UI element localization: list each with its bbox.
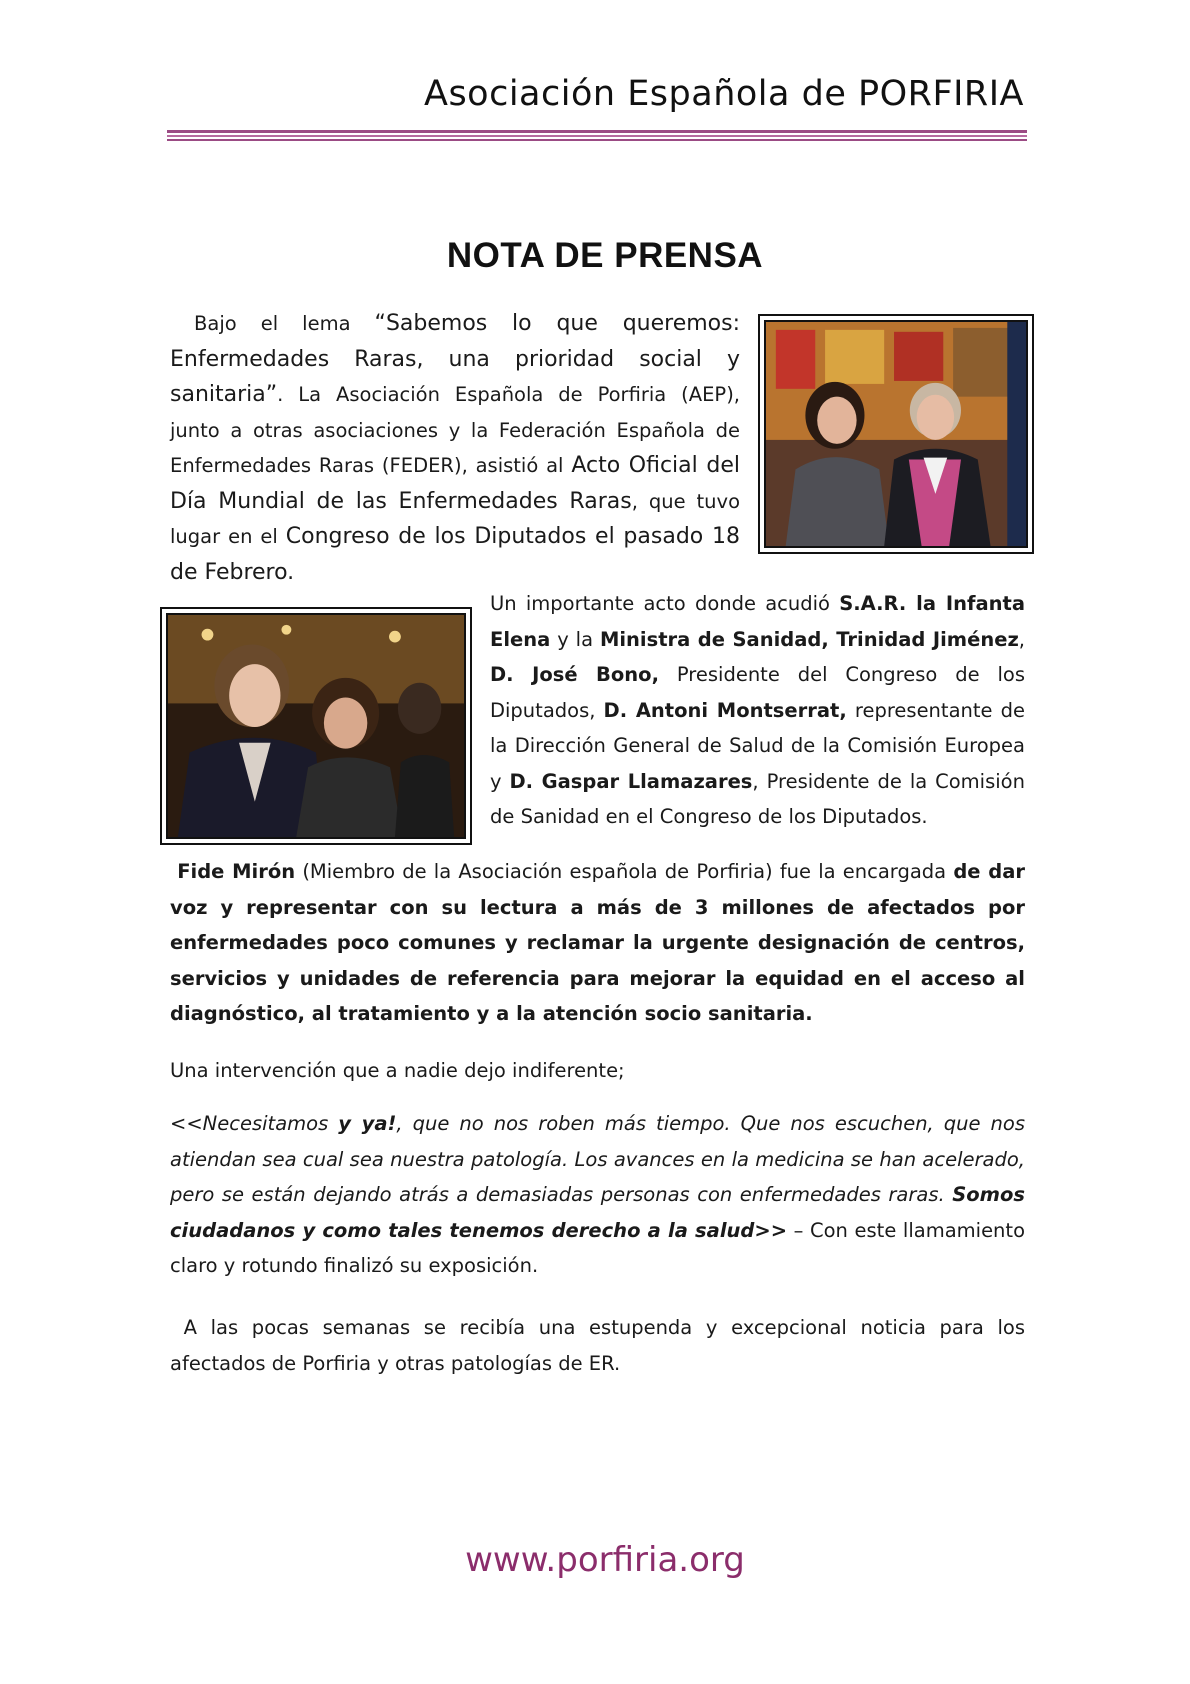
speaker-name: Fide Mirón xyxy=(177,860,296,883)
photo-image xyxy=(166,613,466,839)
document-title: NOTA DE PRENSA xyxy=(446,236,764,275)
text-span: y la xyxy=(550,627,600,651)
attendee-name: D. José Bono, xyxy=(490,663,659,686)
speaker-mission: de dar voz y representar con su lectura a más de 3 millones de afectados por enfermedades poco comunes y reclamar la urgente designación de centros, servicios y unidades de referencia para mejorar la equidad en el acceso al diagnóstico, al tratamiento y a la atención socio sanitaria. xyxy=(170,860,1026,1025)
photo-image xyxy=(764,320,1028,548)
quote-text: , que no nos roben más tiempo. Que nos escuchen, que nos atiendan sea cual sea nuestra patología. Los avances en la medicina se han acelerado, pero se están dejando atrás a demasiadas personas con enfermedades raras. xyxy=(170,1112,1026,1206)
paragraph-intro xyxy=(170,306,740,590)
quote-emphasis: y ya! xyxy=(338,1112,397,1135)
text-span: , xyxy=(1018,627,1025,651)
text-span: A las pocas semanas se recibía una estupenda y excepcional noticia para los afectados de Porfiria y otras patologías de ER. xyxy=(170,1316,1026,1375)
text-span: – Con este llamamiento claro y rotundo finalizó su exposición. xyxy=(170,1218,1025,1277)
event-photo-two-women xyxy=(758,314,1034,554)
quote-emphasis: Somos ciudadanos y como tales tenemos derecho a la salud>> xyxy=(170,1183,1025,1242)
text-span: representante de la Dirección General de Salud de la Comisión Europea y xyxy=(490,698,1025,793)
text-span: , que tuvo lugar en el xyxy=(170,489,740,548)
text-span: (Miembro de la Asociación española de Porfiria) fue la encargada xyxy=(295,860,954,883)
paragraph-speaker xyxy=(170,854,1025,1032)
photo-illustration xyxy=(168,615,464,837)
quote-text: <<Necesitamos xyxy=(170,1112,339,1135)
paragraph-quote xyxy=(170,1106,1025,1284)
event-venue-date: Congreso de los Diputados el pasado 18 de Febrero. xyxy=(170,524,740,585)
header-rule-bottom xyxy=(167,139,1027,141)
text-span: Bajo el lema xyxy=(194,312,375,335)
text-span: . La Asociación Española de Porfiria (AEP), junto a otras asociaciones y la Federación Española de Enfermedades Raras (FEDER), asistió al xyxy=(170,383,740,477)
attendee-name: Ministra de Sanidad, Trinidad Jiménez xyxy=(599,627,1019,651)
header-rule-middle xyxy=(167,135,1027,137)
header-title: Asociación Española de PORFIRIA xyxy=(424,74,1024,114)
event-photo-infanta xyxy=(160,607,472,845)
text-span: Presidente del Congreso de los Diputados, xyxy=(490,663,1025,722)
paragraph-attendees xyxy=(490,586,1025,835)
paragraph-intervention xyxy=(170,1053,1025,1089)
paragraph-news xyxy=(170,1310,1025,1381)
footer-website-link[interactable]: www.porfiria.org xyxy=(465,1540,745,1580)
text-span: , Presidente de la Comisión de Sanidad en el Congreso de los Diputados. xyxy=(490,769,1025,828)
attendee-name: D. Antoni Montserrat, xyxy=(603,698,847,722)
header-rule-top xyxy=(167,130,1027,133)
motto-text: “Sabemos lo que queremos: Enfermedades Raras, una prioridad social y sanitaria” xyxy=(170,311,741,407)
text-span: Un importante acto donde acudió xyxy=(490,592,840,615)
attendee-name: D. Gaspar Llamazares xyxy=(509,769,753,793)
text-span: Una intervención que a nadie dejo indiferente; xyxy=(170,1059,625,1082)
event-name: Acto Oficial del Día Mundial de las Enfermedades Raras xyxy=(170,453,740,514)
attendee-name: S.A.R. la Infanta Elena xyxy=(490,592,1025,651)
photo-illustration xyxy=(766,322,1026,546)
